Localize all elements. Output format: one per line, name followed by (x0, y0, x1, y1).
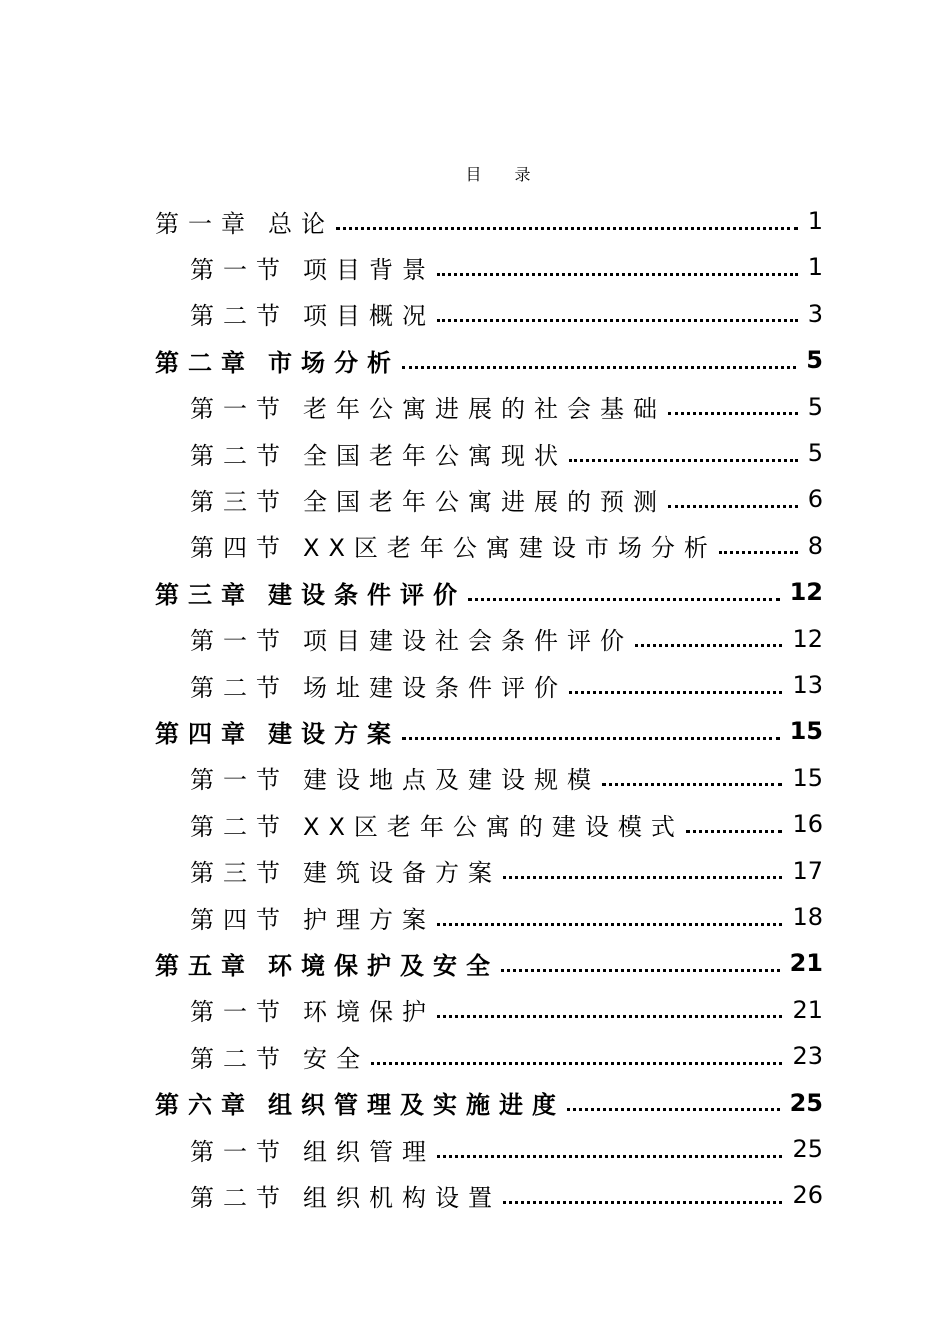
toc-page-number: 12 (789, 578, 823, 607)
toc-section-entry[interactable] (190, 523, 823, 569)
toc-entry-title: 总论 (268, 209, 334, 238)
toc-section-entry[interactable] (190, 755, 823, 801)
toc-page-number: 15 (789, 717, 823, 746)
toc-page-number: 5 (806, 346, 823, 375)
toc-page-number: 25 (792, 1135, 823, 1163)
toc-entry-number: 第四节 (190, 905, 289, 934)
toc-dot-leader (336, 227, 798, 230)
toc-entry-title: 组织管理 (303, 1137, 435, 1166)
toc-entry-title: 全国老年公寓进展的预测 (303, 487, 666, 516)
toc-dot-leader (437, 1155, 782, 1158)
toc-entry-title: 市场分析 (268, 348, 400, 377)
toc-dot-leader (668, 505, 798, 508)
toc-entry-title: 项目概况 (303, 302, 435, 331)
toc-dot-leader (602, 783, 782, 786)
toc-section-entry[interactable] (190, 987, 823, 1033)
toc-section-entry[interactable] (190, 1172, 823, 1218)
toc-section-entry[interactable] (190, 476, 823, 522)
toc-page-number: 5 (807, 439, 823, 467)
page-title: 目 录 (465, 165, 545, 184)
toc-section-entry[interactable] (190, 244, 823, 290)
toc-section-entry[interactable] (190, 894, 823, 940)
toc-entry-number: 第二节 (190, 1044, 289, 1073)
toc-entry-title: 场址建设条件评价 (303, 673, 567, 702)
toc-page-number: 1 (807, 207, 823, 235)
toc-entry-number: 第一节 (190, 627, 289, 656)
toc-page-number: 13 (792, 671, 823, 699)
toc-entry-title: 建设条件评价 (268, 580, 466, 609)
toc-dot-leader (569, 459, 798, 462)
toc-dot-leader (402, 737, 780, 740)
toc-entry-title: 环境保护 (303, 998, 435, 1027)
toc-entry-number: 第四章 (155, 719, 254, 748)
toc-chapter-entry[interactable] (155, 1080, 823, 1126)
toc-dot-leader (371, 1062, 782, 1065)
toc-entry-number: 第六章 (155, 1091, 254, 1120)
toc-entry-title: 建设方案 (268, 719, 400, 748)
toc-entry-number: 第一节 (190, 1137, 289, 1166)
toc-entry-title: 建设地点及建设规模 (303, 766, 600, 795)
toc-entry-title: 护理方案 (303, 905, 435, 934)
toc-entry-number: 第一节 (190, 255, 289, 284)
toc-entry-number: 第二节 (190, 1183, 289, 1212)
toc-page-number: 6 (807, 485, 823, 514)
toc-dot-leader (468, 598, 780, 601)
toc-page-number: 5 (807, 392, 823, 421)
toc-page-number: 16 (792, 810, 823, 839)
toc-page-number: 21 (789, 949, 823, 978)
toc-entry-number: 第五章 (155, 951, 254, 980)
toc-chapter-entry[interactable] (155, 569, 823, 615)
toc-dot-leader (569, 691, 782, 694)
toc-page-number: 26 (792, 1181, 823, 1210)
toc-entry-title: 全国老年公寓现状 (303, 441, 567, 470)
toc-page-number: 17 (792, 856, 823, 885)
toc-entry-title: XX区老年公寓建设市场分析 (303, 534, 717, 563)
toc-entry-number: 第一节 (190, 998, 289, 1027)
toc-chapter-entry[interactable] (155, 198, 823, 244)
toc-entry-number: 第三章 (155, 580, 254, 609)
toc-chapter-entry[interactable] (155, 337, 823, 383)
toc-entry-number: 第一章 (155, 209, 254, 238)
toc-section-entry[interactable] (190, 848, 823, 894)
toc-page-number: 3 (807, 299, 823, 328)
toc-chapter-entry[interactable] (155, 940, 823, 986)
toc-entry-number: 第一节 (190, 395, 289, 424)
toc-section-entry[interactable] (190, 430, 823, 476)
toc-entry-title: 安全 (303, 1044, 369, 1073)
toc-entry-title: 老年公寓进展的社会基础 (303, 395, 666, 424)
toc-entry-number: 第一节 (190, 766, 289, 795)
toc-entry-title: 建筑设备方案 (303, 859, 501, 888)
toc-entry-number: 第二节 (190, 812, 289, 841)
toc-entry-title: 环境保护及安全 (268, 951, 499, 980)
toc-entry-title: 组织机构设置 (303, 1183, 501, 1212)
toc-dot-leader (719, 551, 798, 554)
toc-dot-leader (437, 319, 798, 322)
toc-page-number: 21 (792, 995, 823, 1024)
toc-entry-number: 第三节 (190, 859, 289, 888)
toc-dot-leader (567, 1108, 780, 1111)
toc-chapter-entry[interactable] (155, 708, 823, 754)
toc-entry-number: 第二章 (155, 348, 254, 377)
toc-dot-leader (501, 969, 780, 972)
toc-section-entry[interactable] (190, 1126, 823, 1172)
toc-section-entry[interactable] (190, 291, 823, 337)
toc-section-entry[interactable] (190, 1033, 823, 1079)
toc-dot-leader (635, 644, 782, 647)
toc-section-entry[interactable] (190, 616, 823, 662)
toc-entry-number: 第二节 (190, 673, 289, 702)
toc-dot-leader (668, 412, 798, 415)
toc-entry-number: 第三节 (190, 487, 289, 516)
toc-entry-number: 第二节 (190, 302, 289, 331)
toc-section-entry[interactable] (190, 801, 823, 847)
toc-entry-title: 组织管理及实施进度 (268, 1091, 565, 1120)
toc-section-entry[interactable] (190, 662, 823, 708)
toc-page-number: 1 (807, 253, 823, 282)
toc-page-number: 23 (792, 1042, 823, 1071)
toc-page-number: 15 (792, 763, 823, 792)
toc-section-entry[interactable] (190, 384, 823, 430)
toc-page-number: 12 (792, 624, 823, 653)
toc-page-number: 8 (807, 531, 823, 560)
toc-dot-leader (402, 366, 796, 369)
toc-dot-leader (437, 1015, 782, 1018)
toc-dot-leader (503, 876, 782, 879)
toc-dot-leader (437, 273, 798, 276)
toc-dot-leader (503, 1201, 782, 1204)
toc-page-number: 25 (789, 1088, 823, 1117)
toc-dot-leader (686, 830, 783, 833)
toc-dot-leader (437, 923, 782, 926)
toc-entry-title: 项目建设社会条件评价 (303, 627, 633, 656)
toc-entry-title: XX区老年公寓的建设模式 (303, 812, 684, 841)
toc-entry-number: 第二节 (190, 441, 289, 470)
toc-entry-number: 第四节 (190, 534, 289, 563)
toc-page-number: 18 (792, 903, 823, 931)
toc-entry-title: 项目背景 (303, 255, 435, 284)
